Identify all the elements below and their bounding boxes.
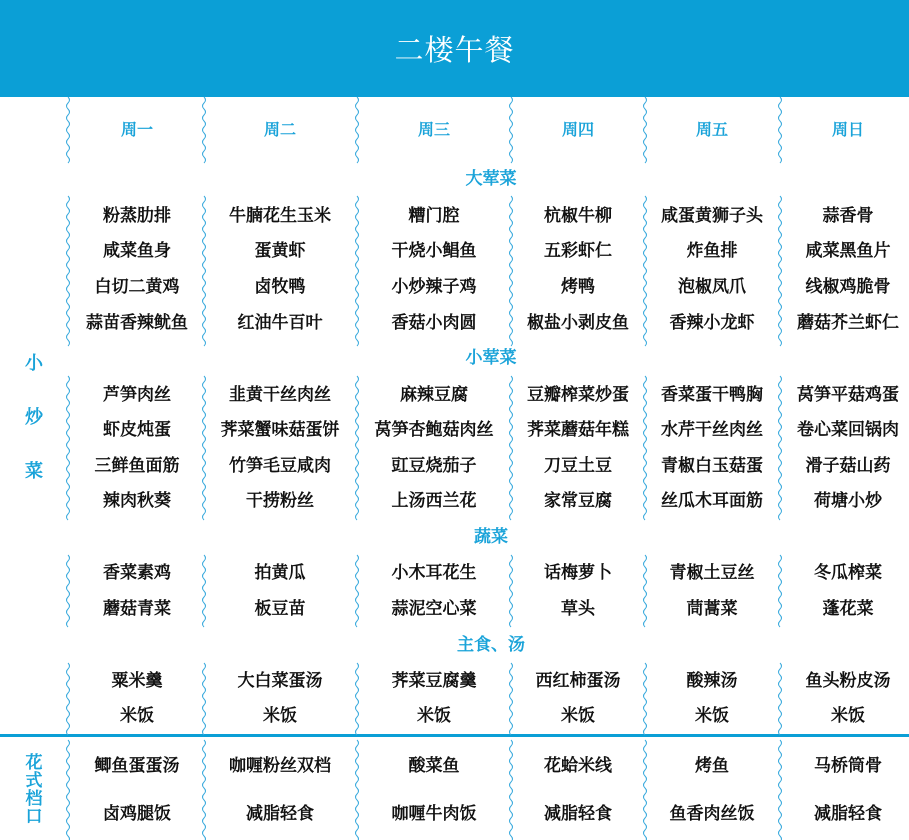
- menu-item: 椒盐小剥皮鱼: [527, 313, 629, 333]
- menu-item: 竹笋毛豆咸肉: [229, 456, 331, 476]
- menu-item: 烤鸭: [561, 277, 595, 297]
- menu-item: 线椒鸡脆骨: [805, 277, 891, 297]
- menu-item: 炸鱼排: [686, 241, 738, 261]
- menu-item: 米饭: [695, 706, 729, 726]
- menu-item: 话梅萝卜: [544, 563, 612, 583]
- menu-item: 白切二黄鸡: [94, 277, 180, 297]
- menu-item: 蛋黄虾: [254, 241, 306, 261]
- special-item: 咖喱牛肉饭: [391, 804, 477, 824]
- menu-item: 麻辣豆腐: [400, 385, 468, 405]
- menu-item: 五彩虾仁: [544, 241, 612, 261]
- column-separator: [353, 97, 363, 162]
- menu-item: 家常豆腐: [544, 491, 612, 511]
- menu-item: 鱼头粉皮汤: [805, 671, 891, 691]
- menu-item: 荠菜蘑菇年糕: [527, 420, 629, 440]
- special-item: 减脂轻食: [544, 804, 612, 824]
- section-title: 大荤菜: [465, 169, 517, 189]
- section-divider: [0, 734, 909, 737]
- sidebar-char: 档: [25, 789, 43, 809]
- menu-item: 荠菜蟹味菇蛋饼: [220, 420, 340, 440]
- column-separator: [507, 740, 517, 840]
- page-title: [0, 0, 909, 97]
- sidebar-char: 式: [25, 771, 43, 791]
- menu-item: 咸蛋黄狮子头: [661, 206, 763, 226]
- menu-item: 香菜蛋干鸭胸: [661, 385, 763, 405]
- menu-item: 蓬花菜: [822, 599, 874, 619]
- menu-item: 香菜素鸡: [103, 563, 171, 583]
- menu-item: 草头: [561, 599, 595, 619]
- column-separator: [776, 740, 786, 840]
- special-item: 酸菜鱼: [408, 756, 460, 776]
- column-separator: [641, 740, 651, 840]
- menu-item: 三鲜鱼面筋: [94, 456, 180, 476]
- menu-item: 红油牛百叶: [237, 313, 323, 333]
- menu-item: 米饭: [417, 706, 451, 726]
- menu-item: 香辣小龙虾: [669, 313, 755, 333]
- menu-item: 豆瓣榨菜炒蛋: [527, 385, 629, 405]
- menu-item: 蒜香骨: [822, 206, 874, 226]
- menu-item: 牛腩花生玉米: [229, 206, 331, 226]
- menu-item: 蘑菇青菜: [103, 599, 171, 619]
- special-item: 减脂轻食: [246, 804, 314, 824]
- menu-item: 荠菜豆腐羹: [391, 671, 477, 691]
- menu-item: 干捞粉丝: [246, 491, 314, 511]
- menu-item: 大白菜蛋汤: [237, 671, 323, 691]
- sidebar-special: [0, 740, 68, 840]
- menu-item: 米饭: [120, 706, 154, 726]
- special-item: 鲫鱼蛋蛋汤: [94, 756, 180, 776]
- section-title: 蔬菜: [474, 527, 508, 547]
- menu-item: 小木耳花生: [391, 563, 477, 583]
- section-title: 小荤菜: [465, 348, 517, 368]
- special-item: 花蛤米线: [544, 756, 612, 776]
- column-separator: [64, 740, 74, 840]
- menu-item: 虾皮炖蛋: [103, 420, 171, 440]
- menu-item: 板豆苗: [254, 599, 306, 619]
- menu-item: 小炒辣子鸡: [391, 277, 477, 297]
- special-item: 马桥筒骨: [814, 756, 882, 776]
- menu-item: 粟米羹: [111, 671, 163, 691]
- day-header: 周三: [417, 120, 450, 139]
- section-title: 主食、汤: [457, 635, 525, 655]
- column-separator: [353, 740, 363, 840]
- menu-item: 干烧小鲳鱼: [391, 241, 477, 261]
- menu-item: 丝瓜木耳面筋: [661, 491, 763, 511]
- menu-item: 米饭: [831, 706, 865, 726]
- menu-item: 蘑菇芥兰虾仁: [797, 313, 899, 333]
- menu-item: 蒜泥空心菜: [391, 599, 477, 619]
- menu-item: 糟门腔: [408, 206, 460, 226]
- menu-item: 粉蒸肋排: [103, 206, 171, 226]
- menu-item: 米饭: [561, 706, 595, 726]
- menu-item: 水芹干丝肉丝: [661, 420, 763, 440]
- sidebar-char: 口: [25, 807, 43, 827]
- day-header: 周日: [831, 120, 864, 139]
- menu-item: 上汤西兰花: [391, 491, 477, 511]
- menu-item: 香菇小肉圆: [391, 313, 477, 333]
- day-header: 周一: [120, 120, 153, 139]
- menu-item: 拍黄瓜: [254, 563, 306, 583]
- menu-item: 青椒土豆丝: [669, 563, 755, 583]
- menu-item: 荷塘小炒: [814, 491, 882, 511]
- special-item: 减脂轻食: [814, 804, 882, 824]
- special-item: 烤鱼: [695, 756, 729, 776]
- special-item: 咖喱粉丝双档: [229, 756, 331, 776]
- menu-item: 莴笋平菇鸡蛋: [797, 385, 899, 405]
- menu-item: 青椒白玉菇蛋: [661, 456, 763, 476]
- menu-item: 酸辣汤: [686, 671, 738, 691]
- sidebar-stir-fry: [0, 97, 68, 734]
- day-header: 周二: [263, 120, 296, 139]
- column-separator: [200, 740, 210, 840]
- menu-item: 咸菜黑鱼片: [805, 241, 891, 261]
- menu-item: 冬瓜榨菜: [814, 563, 882, 583]
- menu-item: 辣肉秋葵: [103, 491, 171, 511]
- menu-item: 西红柿蛋汤: [535, 671, 621, 691]
- sidebar-char: 花: [25, 753, 43, 773]
- menu-item: 泡椒凤爪: [678, 277, 746, 297]
- menu-item: 豇豆烧茄子: [391, 456, 477, 476]
- page-title-text: 二楼午餐: [394, 33, 515, 67]
- day-header: 周五: [695, 120, 728, 139]
- special-item: 鱼香肉丝饭: [669, 804, 755, 824]
- menu-item: 莴笋杏鲍菇肉丝: [374, 420, 494, 440]
- menu-item: 刀豆土豆: [544, 456, 612, 476]
- menu-item: 芦笋肉丝: [103, 385, 171, 405]
- special-item: 卤鸡腿饭: [103, 804, 171, 824]
- menu-item: 滑子菇山药: [805, 456, 891, 476]
- menu-item: 韭黄干丝肉丝: [229, 385, 331, 405]
- menu-item: 咸菜鱼身: [103, 241, 171, 261]
- menu-item: 杭椒牛柳: [544, 206, 612, 226]
- menu-item: 蒜苗香辣鱿鱼: [86, 313, 188, 333]
- menu-item: 米饭: [263, 706, 297, 726]
- menu-item: 茼蒿菜: [686, 599, 738, 619]
- day-header: 周四: [561, 120, 594, 139]
- sidebar-char: 小: [25, 352, 43, 374]
- sidebar-char: 炒: [25, 406, 43, 428]
- menu-item: 卷心菜回锅肉: [797, 420, 899, 440]
- sidebar-char: 菜: [25, 460, 43, 482]
- menu-item: 卤牧鸭: [254, 277, 306, 297]
